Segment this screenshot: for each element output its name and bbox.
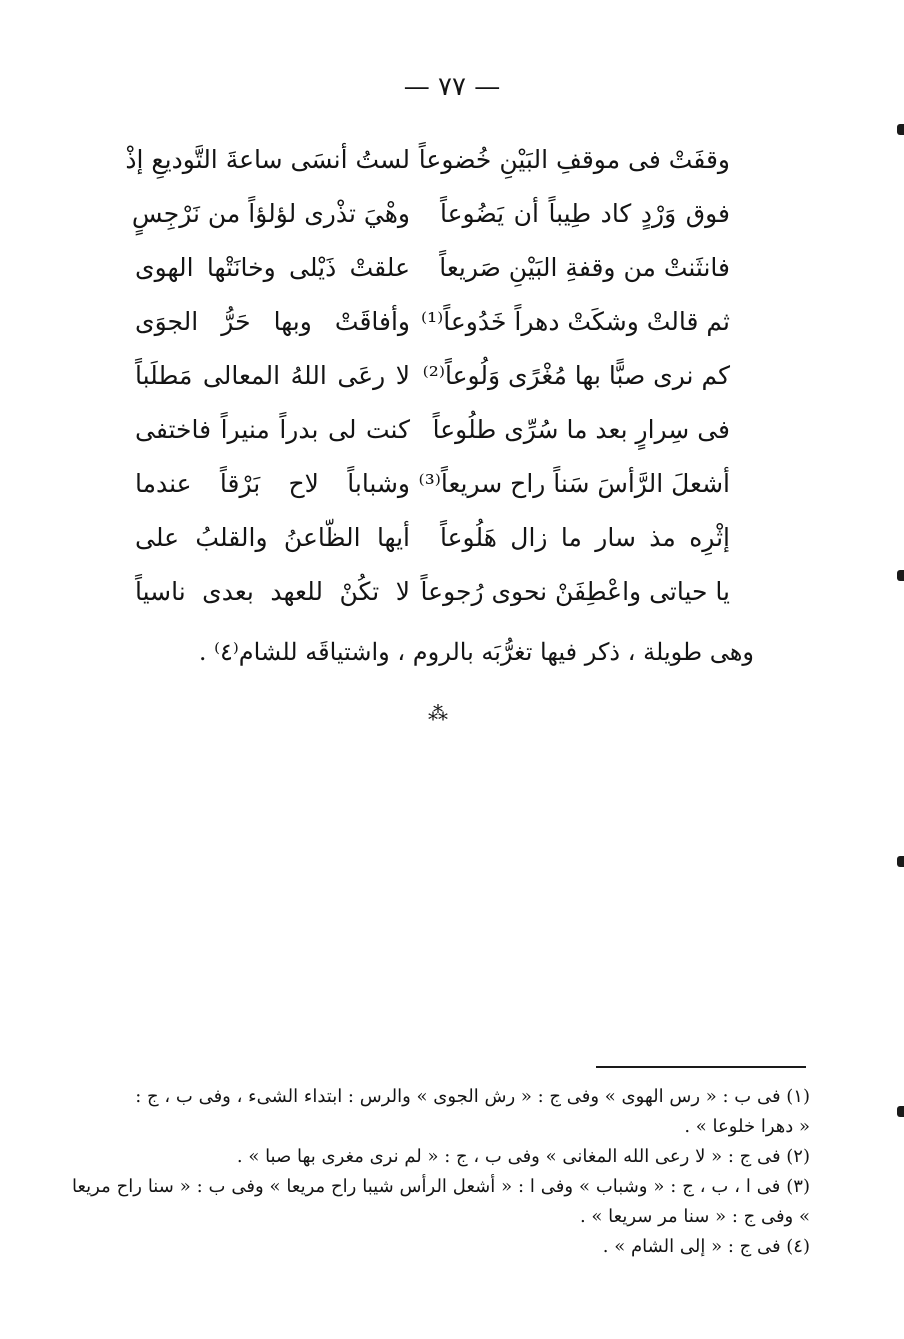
page-number: — ٧٧ — xyxy=(403,72,501,102)
verse-first-hemistich: كنت لى بدراً منيراً فاختفى xyxy=(135,415,410,444)
footnote-1: (١) فى ب : « رس الهوى » وفى ج : « رش الجوى » والرس : ابتداء الشىء ، وفى ب ، ج : xyxy=(135,1086,810,1107)
footnote-1-continuation: « دهرا خلوعا » . xyxy=(684,1116,810,1137)
verse-first-hemistich: وأفاقَتْ وبها حَرُّ الجوَى xyxy=(135,307,410,336)
verse-line xyxy=(130,351,740,405)
verse-first-hemistich: لستُ أنسَى ساعةَ التَّوديعِ إذْ xyxy=(125,145,410,174)
verse-first-hemistich: لا تكُنْ للعهد بعدى ناسياً xyxy=(135,577,410,606)
verse-line xyxy=(130,513,740,567)
verse-line xyxy=(130,297,740,351)
prose-note: وهى طويلة ، ذكر فيها تغرُّبَه بالروم ، واشتياقَه للشام⁽٤⁾ . xyxy=(198,638,754,666)
verse-first-hemistich: علقتْ ذَيْلى وخانَتْها الهوى xyxy=(135,253,410,282)
footnote-divider xyxy=(596,1066,806,1068)
verses xyxy=(125,135,740,621)
verse-line xyxy=(130,189,740,243)
verse-second-hemistich: ثم قالتْ وشكَتْ دهراً خَدُوعاً⁽¹⁾ xyxy=(420,307,730,336)
verse-first-hemistich: أيها الظّاعنُ والقلبُ على xyxy=(135,523,410,552)
verse-second-hemistich: كم نرى صبًّا بها مُغْرًى وَلُوعاً⁽²⁾ xyxy=(422,361,730,390)
verse-first-hemistich: وشباباً لاح بَرْقاً عندما xyxy=(135,469,410,498)
verse-second-hemistich: يا حياتى واعْطِفَنْ نحوى رُجوعاً xyxy=(420,577,730,606)
verse-line xyxy=(125,135,740,189)
verse-second-hemistich: وقفَتْ فى موقفِ البَيْنِ خُضوعاً xyxy=(418,145,730,174)
scan-edge-mark xyxy=(897,124,904,135)
verse-line xyxy=(130,405,740,459)
verse-second-hemistich: أشعلَ الرَّأسَ سَناً راح سريعاً⁽³⁾ xyxy=(418,469,730,498)
scan-edge-mark xyxy=(897,856,904,867)
verse-second-hemistich: فى سِرارٍ بعد ما سُرِّى طلُوعاً xyxy=(432,415,730,444)
scan-edge-mark xyxy=(897,1106,904,1117)
verse-first-hemistich: لا رعَى اللهُ المعالى مَطلَباً xyxy=(135,361,410,390)
verse-line xyxy=(130,567,740,621)
verse-second-hemistich: إثْرِه مذ سار ما زال هَلُوعاً xyxy=(440,523,730,552)
footnote-3: (٣) فى ا ، ب ، ج : « وشباب » وفى ا : « أشعل الرأس شيبا راح مريعا » وفى ب : « سنا راح مريعا » وفى ج : « سنا مر سريعا » . xyxy=(72,1176,810,1227)
footnotes xyxy=(72,1082,810,1262)
asterism-ornament: ⁂ xyxy=(428,701,448,725)
verse-line xyxy=(130,459,740,513)
footnote-2: (٢) فى ج : « لا رعى الله المغانى » وفى ب ، ج : « لم نرى مغرى بها صبا » . xyxy=(236,1146,810,1167)
footnote-4: (٤) فى ج : « إلى الشام » . xyxy=(602,1236,810,1257)
verse-second-hemistich: فوق وَرْدٍ كاد طِيباً أن يَضُوعاً xyxy=(440,199,730,228)
verse-second-hemistich: فانثَنتْ من وقفةِ البَيْنِ صَريعاً xyxy=(439,253,730,282)
verse-first-hemistich: وهْيَ تذْرى لؤلؤاً من نَرْجِسٍ xyxy=(131,199,410,228)
scan-edge-mark xyxy=(897,570,904,581)
verse-line xyxy=(130,243,740,297)
